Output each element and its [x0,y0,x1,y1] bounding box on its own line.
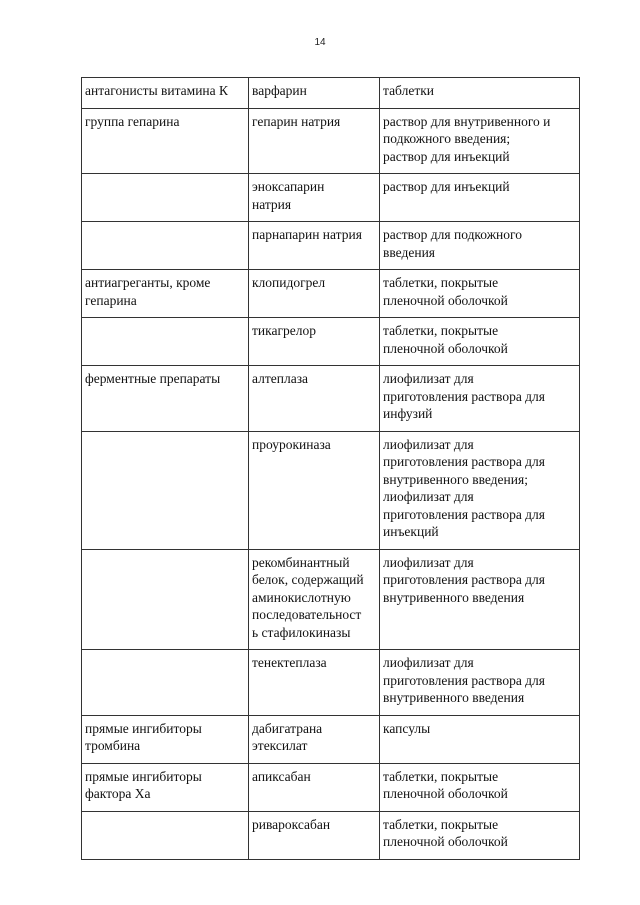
group-cell [82,431,249,549]
form-line: лиофилизат для [383,436,474,452]
drug-line: проурокиназа [252,436,331,452]
form-line: внутривенного введения [383,589,525,605]
form-line: раствор для инъекций [383,179,510,194]
form-line: введения [383,244,436,260]
form-line: инъекций [383,524,439,539]
form-line: раствор для подкожного [383,227,522,242]
drug-cell [249,318,380,366]
drug-line: варфарин [252,83,307,98]
drug-cell [249,763,380,811]
table-row [82,366,580,432]
table-row [82,431,580,549]
table-row [82,549,580,650]
form-line: подкожного введения; [383,131,511,146]
group-line: ферментные препараты [85,371,221,386]
group-cell [82,78,249,109]
form-line: пленочной оболочкой [383,292,508,308]
drug-cell [249,811,380,859]
drug-line: апиксабан [252,768,311,784]
group-line: антагонисты витамина К [85,83,229,98]
group-line: прямые ингибиторы [85,768,202,784]
group-line: фактора Ха [85,786,151,801]
group-cell [82,715,249,763]
table-row [82,108,580,174]
form-line: пленочной оболочкой [383,834,508,849]
form-line: пленочной оболочкой [383,786,508,801]
drug-line: эноксапарин [252,179,325,194]
form-cell [380,78,580,109]
drug-line: последовательност [252,607,362,622]
table-row [82,318,580,366]
form-line: инфузий [383,406,433,421]
group-cell [82,270,249,318]
form-cell [380,222,580,270]
drug-cell [249,108,380,174]
drug-line: тикагрелор [252,323,316,338]
form-line: капсулы [383,720,431,736]
drug-table [81,77,580,860]
form-cell [380,549,580,650]
form-cell [380,366,580,432]
form-cell [380,108,580,174]
drug-cell [249,270,380,318]
drug-table-body [82,78,580,860]
drug-line: тенектеплаза [252,655,327,670]
table-row [82,650,580,716]
table-row [82,174,580,222]
table-row [82,715,580,763]
form-line: приготовления раствора для [383,454,545,469]
group-cell [82,763,249,811]
form-line: приготовления раствора для [383,506,545,522]
drug-cell [249,366,380,432]
form-line: лиофилизат для [383,371,474,386]
drug-cell [249,174,380,222]
group-cell [82,549,249,650]
form-cell [380,715,580,763]
form-line: внутривенного введения [383,690,525,705]
drug-line: гепарин натрия [252,113,341,129]
drug-cell [249,650,380,716]
group-cell [82,650,249,716]
drug-line: дабигатрана [252,720,323,736]
form-line: лиофилизат для [383,489,474,504]
group-cell [82,318,249,366]
form-cell [380,318,580,366]
drug-line: ривароксабан [252,816,331,832]
drug-line: клопидогрел [252,275,326,290]
form-cell [380,431,580,549]
group-line: гепарина [85,292,137,308]
form-line: таблетки, покрытые [383,768,499,784]
form-line: таблетки, покрытые [383,323,499,338]
group-cell [82,174,249,222]
form-line: внутривенного введения; [383,471,528,487]
drug-line: белок, содержащий [252,572,364,587]
table-row [82,270,580,318]
form-cell [380,270,580,318]
form-line: пленочной оболочкой [383,340,508,356]
form-cell [380,811,580,859]
form-line: раствор для инъекций [383,148,510,164]
drug-line: алтеплаза [252,371,309,386]
drug-line: аминокислотную [252,589,351,605]
form-line: лиофилизат для [383,655,474,670]
drug-line: рекомбинантный [252,554,350,570]
table-row [82,811,580,859]
form-line: таблетки [383,83,435,98]
drug-line: ь стафилокиназы [252,624,351,640]
drug-line: парнапарин натрия [252,227,362,242]
form-cell [380,650,580,716]
form-line: приготовления раствора для [383,388,545,404]
group-cell [82,108,249,174]
group-cell [82,366,249,432]
group-line: прямые ингибиторы [85,720,202,736]
table-row [82,763,580,811]
table-row [82,78,580,109]
form-cell [380,174,580,222]
drug-cell [249,715,380,763]
form-line: таблетки, покрытые [383,816,499,832]
group-line: антиагреганты, кроме [85,275,211,290]
form-line: таблетки, покрытые [383,275,499,290]
page-number: 14 [314,37,326,48]
group-cell [82,222,249,270]
form-line: раствор для внутривенного и [383,113,551,129]
drug-line: натрия [252,196,292,212]
form-line: лиофилизат для [383,554,474,570]
group-cell [82,811,249,859]
drug-cell [249,549,380,650]
form-line: приготовления раствора для [383,572,545,587]
form-line: приготовления раствора для [383,672,545,688]
table-row [82,222,580,270]
group-line: группа гепарина [85,113,180,129]
drug-line: этексилат [252,738,308,753]
form-cell [380,763,580,811]
drug-cell [249,431,380,549]
drug-cell [249,222,380,270]
drug-cell [249,78,380,109]
group-line: тромбина [85,738,141,753]
